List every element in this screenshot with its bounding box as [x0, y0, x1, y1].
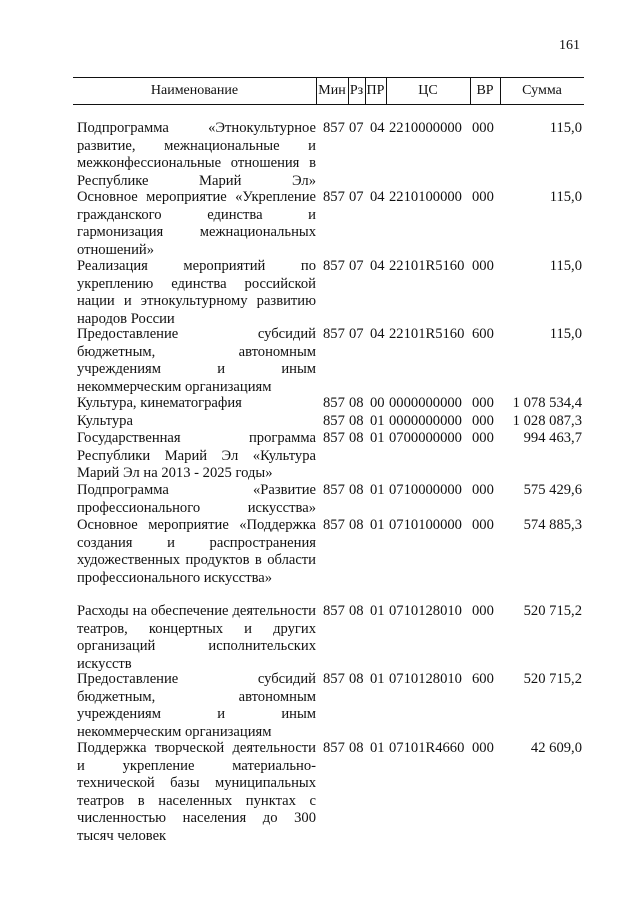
- row-cs: 0000000000: [389, 395, 462, 411]
- row-vr: 000: [472, 413, 494, 429]
- row-name: Подпрограмма «Развитие профессионального искусства»: [77, 482, 316, 516]
- row-rz: 08: [349, 482, 364, 498]
- row-rz: 08: [349, 517, 364, 533]
- row-min: 857: [323, 740, 345, 756]
- row-min: 857: [323, 120, 345, 136]
- row-vr: 600: [472, 671, 494, 687]
- row-min: 857: [323, 258, 345, 274]
- row-sum: 115,0: [549, 120, 582, 136]
- page-number: 161: [559, 38, 580, 53]
- row-pr: 04: [370, 326, 385, 342]
- row-name: Поддержка творческой деятельности и укрепление материально-технической базы муниципальных театров в населенных пунктах с численностью населения до 300 тысяч человек: [77, 740, 316, 844]
- row-rz: 07: [349, 326, 364, 342]
- row-name: Реализация мероприятий по укреплению единства российской нации и этнокультурному развитию народов России: [77, 258, 316, 327]
- row-vr: 000: [472, 189, 494, 205]
- row-cs: 2210000000: [389, 120, 462, 136]
- column-header-name: Наименование: [150, 83, 239, 98]
- row-min: 857: [323, 413, 345, 429]
- column-header-vr: ВР: [476, 83, 494, 98]
- row-vr: 000: [472, 482, 494, 498]
- row-pr: 01: [370, 740, 385, 756]
- row-rz: 07: [349, 189, 364, 205]
- row-rz: 08: [349, 430, 364, 446]
- column-header-min: Мин: [318, 83, 346, 98]
- table-header: [73, 77, 584, 105]
- row-cs: 22101R5160: [389, 326, 465, 342]
- row-cs: 22101R5160: [389, 258, 465, 274]
- row-vr: 000: [472, 517, 494, 533]
- row-cs: 0710128010: [389, 603, 462, 619]
- row-sum: 520 715,2: [523, 603, 582, 619]
- column-header-pr: ПР: [366, 83, 385, 98]
- row-name: Предоставление субсидий бюджетным, автономным учреждениям и иным некоммерческим организациям: [77, 326, 316, 395]
- row-vr: 000: [472, 120, 494, 136]
- row-rz: 08: [349, 395, 364, 411]
- row-pr: 01: [370, 603, 385, 619]
- row-vr: 600: [472, 326, 494, 342]
- row-cs: 0710100000: [389, 517, 462, 533]
- row-min: 857: [323, 482, 345, 498]
- row-name: Основное мероприятие «Укрепление гражданского единства и гармонизация межнациональных отношений»: [77, 189, 316, 258]
- row-sum: 574 885,3: [523, 517, 582, 533]
- row-name: Государственная программа Республики Марий Эл «Культура Марий Эл на 2013 - 2025 годы»: [77, 430, 316, 481]
- row-min: 857: [323, 326, 345, 342]
- row-cs: 0000000000: [389, 413, 462, 429]
- row-pr: 04: [370, 120, 385, 136]
- row-sum: 115,0: [549, 258, 582, 274]
- row-vr: 000: [472, 258, 494, 274]
- row-sum: 575 429,6: [523, 482, 582, 498]
- row-pr: 01: [370, 413, 385, 429]
- row-sum: 1 028 087,3: [512, 413, 582, 429]
- column-header-cs: ЦС: [418, 83, 438, 98]
- row-pr: 01: [370, 517, 385, 533]
- row-name: Основное мероприятие «Поддержка создания и распространения художественных продуктов в области профессионального искусства»: [77, 517, 316, 586]
- row-cs: 0710128010: [389, 671, 462, 687]
- row-rz: 08: [349, 413, 364, 429]
- row-cs: 2210100000: [389, 189, 462, 205]
- row-min: 857: [323, 189, 345, 205]
- row-vr: 000: [472, 740, 494, 756]
- row-min: 857: [323, 517, 345, 533]
- row-pr: 01: [370, 671, 385, 687]
- column-header-rz: Рз: [349, 83, 364, 98]
- row-pr: 01: [370, 430, 385, 446]
- row-sum: 994 463,7: [523, 430, 582, 446]
- row-rz: 08: [349, 740, 364, 756]
- row-vr: 000: [472, 430, 494, 446]
- row-rz: 07: [349, 120, 364, 136]
- row-pr: 04: [370, 258, 385, 274]
- row-min: 857: [323, 603, 345, 619]
- row-sum: 1 078 534,4: [512, 395, 582, 411]
- row-vr: 000: [472, 395, 494, 411]
- row-min: 857: [323, 671, 345, 687]
- row-name: Культура: [77, 413, 133, 429]
- row-sum: 42 609,0: [530, 740, 582, 756]
- row-cs: 0700000000: [389, 430, 462, 446]
- row-rz: 08: [349, 603, 364, 619]
- row-sum: 115,0: [549, 189, 582, 205]
- row-cs: 07101R4660: [389, 740, 465, 756]
- row-name: Подпрограмма «Этнокультурное развитие, межнациональные и межконфессиональные отношения в Республике Марий Эл»: [77, 120, 316, 189]
- row-name: Культура, кинематография: [77, 395, 242, 411]
- row-min: 857: [323, 430, 345, 446]
- column-header-sum: Сумма: [522, 83, 562, 98]
- row-vr: 000: [472, 603, 494, 619]
- row-pr: 01: [370, 482, 385, 498]
- row-cs: 0710000000: [389, 482, 462, 498]
- row-sum: 520 715,2: [523, 671, 582, 687]
- row-rz: 07: [349, 258, 364, 274]
- row-pr: 04: [370, 189, 385, 205]
- row-sum: 115,0: [549, 326, 582, 342]
- row-pr: 00: [370, 395, 385, 411]
- row-name: Предоставление субсидий бюджетным, автономным учреждениям и иным некоммерческим организациям: [77, 671, 316, 740]
- row-min: 857: [323, 395, 345, 411]
- row-rz: 08: [349, 671, 364, 687]
- row-name: Расходы на обеспечение деятельности театров, концертных и других организаций исполнительских искусств: [77, 603, 316, 672]
